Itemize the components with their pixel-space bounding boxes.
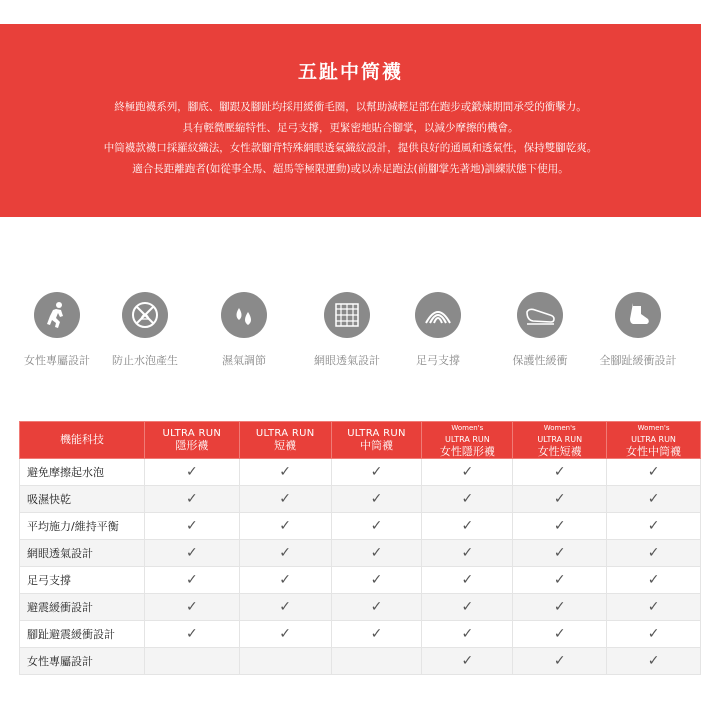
feature-arch-support <box>393 292 483 368</box>
check-icon: ✓ <box>422 567 513 594</box>
empty-cell <box>331 648 422 675</box>
mesh-icon <box>324 292 370 338</box>
row-label: 足弓支撐 <box>20 567 145 594</box>
check-icon: ✓ <box>331 594 422 621</box>
check-icon: ✓ <box>144 540 239 567</box>
runner-woman-icon <box>34 292 80 338</box>
check-icon: ✓ <box>422 594 513 621</box>
check-icon: ✓ <box>513 648 607 675</box>
product-banner <box>0 24 701 217</box>
check-icon: ✓ <box>422 540 513 567</box>
header-column: Women's ULTRA RUN 女性短襪 <box>513 422 607 459</box>
row-label: 避免摩擦起水泡 <box>20 459 145 486</box>
check-icon: ✓ <box>607 648 701 675</box>
check-icon: ✓ <box>513 621 607 648</box>
product-description <box>0 97 701 179</box>
description-line: 適合長距離跑者(如從事全馬、超馬等極限運動)或以赤足跑法(前腳掌先著地)訓練狀態下使用。 <box>132 162 569 175</box>
check-icon: ✓ <box>239 513 331 540</box>
feature-no-blister <box>100 292 190 368</box>
feature-label: 網眼透氣設計 <box>314 354 380 367</box>
check-icon: ✓ <box>331 513 422 540</box>
check-icon: ✓ <box>144 567 239 594</box>
check-icon: ✓ <box>422 648 513 675</box>
row-label: 女性專屬設計 <box>20 648 145 675</box>
header-column: ULTRA RUN 短襪 <box>239 422 331 459</box>
table-row <box>20 513 701 540</box>
empty-cell <box>239 648 331 675</box>
row-label: 網眼透氣設計 <box>20 540 145 567</box>
check-icon: ✓ <box>513 567 607 594</box>
row-label: 避震緩衝設計 <box>20 594 145 621</box>
check-icon: ✓ <box>607 621 701 648</box>
row-label: 平均施力/維持平衡 <box>20 513 145 540</box>
check-icon: ✓ <box>513 540 607 567</box>
feature-womens-design <box>12 292 102 368</box>
feature-label: 濕氣調節 <box>222 354 266 367</box>
check-icon: ✓ <box>144 621 239 648</box>
check-icon: ✓ <box>239 621 331 648</box>
feature-mesh <box>302 292 392 368</box>
check-icon: ✓ <box>331 621 422 648</box>
check-icon: ✓ <box>239 594 331 621</box>
check-icon: ✓ <box>513 513 607 540</box>
check-icon: ✓ <box>422 513 513 540</box>
header-column: Women's ULTRA RUN 女性中筒襪 <box>607 422 701 459</box>
check-icon: ✓ <box>513 594 607 621</box>
row-label: 腳趾避震緩衝設計 <box>20 621 145 648</box>
check-icon: ✓ <box>513 486 607 513</box>
check-icon: ✓ <box>144 486 239 513</box>
check-icon: ✓ <box>422 486 513 513</box>
check-icon: ✓ <box>607 513 701 540</box>
check-icon: ✓ <box>513 459 607 486</box>
check-icon: ✓ <box>607 486 701 513</box>
description-line: 終極跑襪系列，腳底、腳跟及腳趾均採用緩衝毛圈，以幫助減輕足部在跑步或鍛煉期間承受的衝擊力。 <box>114 101 587 113</box>
check-icon: ✓ <box>331 459 422 486</box>
check-icon: ✓ <box>144 459 239 486</box>
description-line: 具有輕微壓縮特性、足弓支撐，更緊密地貼合腳掌，以減少摩擦的機會。 <box>182 121 519 134</box>
comparison-table <box>19 421 701 675</box>
check-icon: ✓ <box>239 459 331 486</box>
feature-icons-row <box>0 292 701 372</box>
description-line: 中筒襪款襪口採羅紋織法，女性款腳背特殊網眼透氣織紋設計，提供良好的通風和透氣性，保持雙腳乾爽。 <box>103 142 598 154</box>
check-icon: ✓ <box>422 459 513 486</box>
table-row <box>20 648 701 675</box>
feature-label: 女性專屬設計 <box>24 354 90 367</box>
header-column: ULTRA RUN 中筒襪 <box>331 422 422 459</box>
table-row <box>20 540 701 567</box>
check-icon: ✓ <box>607 567 701 594</box>
table-row <box>20 486 701 513</box>
table-row <box>20 621 701 648</box>
table-header-row <box>20 422 701 459</box>
feature-label: 全腳趾緩衝設計 <box>599 354 677 367</box>
check-icon: ✓ <box>607 459 701 486</box>
feature-toe-cushion <box>593 292 683 368</box>
product-title: 五趾中筒襪 <box>297 61 403 83</box>
check-icon: ✓ <box>144 513 239 540</box>
table-row <box>20 594 701 621</box>
header-corner: 機能科技 <box>20 422 145 459</box>
feature-label: 保護性緩衝 <box>512 354 568 367</box>
header-column: Women's ULTRA RUN 女性隱形襪 <box>422 422 513 459</box>
toe-sock-icon <box>615 292 661 338</box>
check-icon: ✓ <box>607 594 701 621</box>
feature-cushion <box>495 292 585 368</box>
feature-moisture <box>199 292 289 368</box>
row-label: 吸濕快乾 <box>20 486 145 513</box>
check-icon: ✓ <box>331 567 422 594</box>
feature-label: 足弓支撐 <box>416 354 460 367</box>
check-icon: ✓ <box>239 540 331 567</box>
arch-support-icon <box>415 292 461 338</box>
header-column: ULTRA RUN 隱形襪 <box>144 422 239 459</box>
check-icon: ✓ <box>331 486 422 513</box>
empty-cell <box>144 648 239 675</box>
foot-cushion-icon <box>517 292 563 338</box>
table-row <box>20 459 701 486</box>
check-icon: ✓ <box>144 594 239 621</box>
feature-label: 防止水泡產生 <box>112 354 178 367</box>
no-blister-icon <box>122 292 168 338</box>
check-icon: ✓ <box>331 540 422 567</box>
check-icon: ✓ <box>239 486 331 513</box>
table-row <box>20 567 701 594</box>
water-drops-icon <box>221 292 267 338</box>
check-icon: ✓ <box>422 621 513 648</box>
check-icon: ✓ <box>239 567 331 594</box>
check-icon: ✓ <box>607 540 701 567</box>
